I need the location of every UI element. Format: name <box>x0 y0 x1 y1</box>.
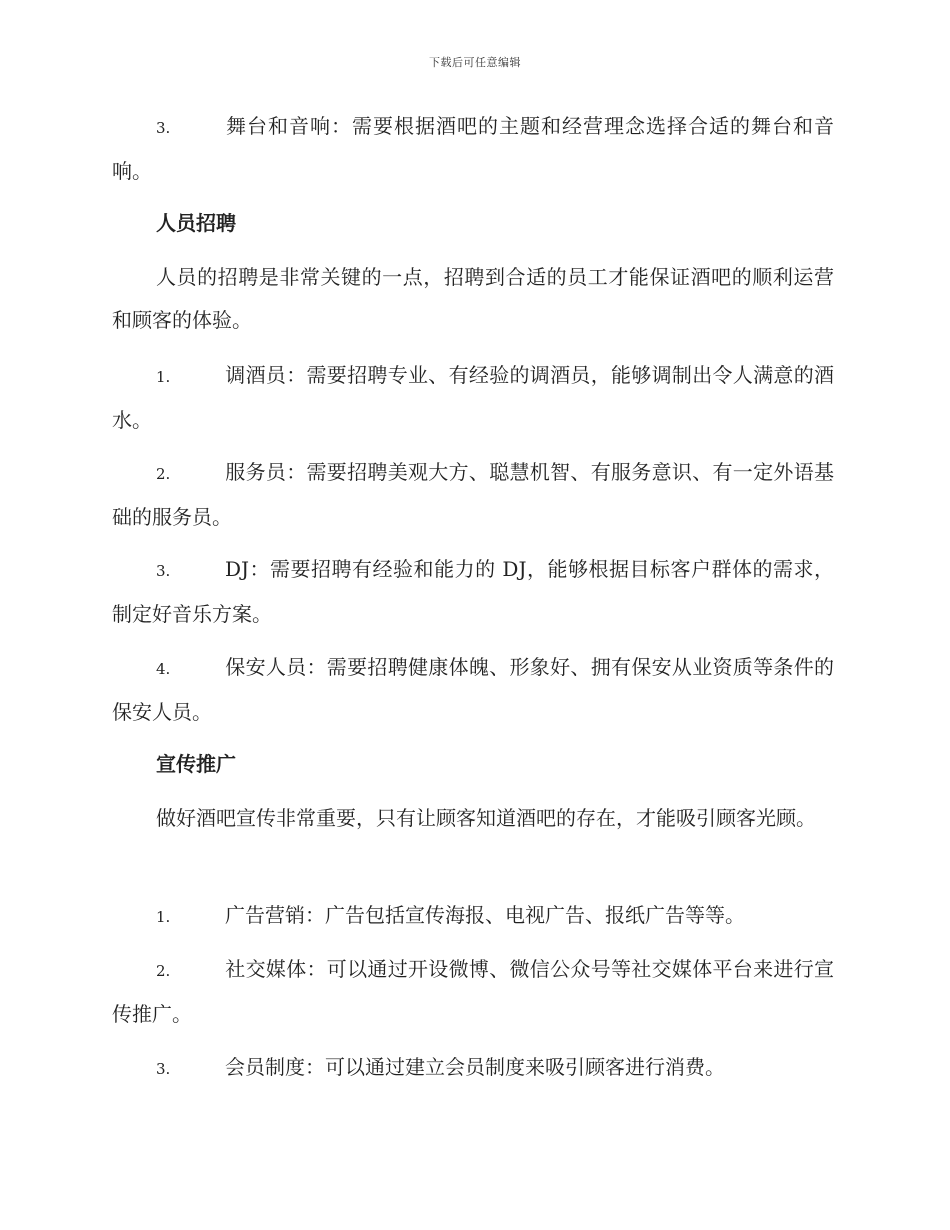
paragraph-recruitment-intro: 人员的招聘是非常关键的一点，招聘到合适的员工才能保证酒吧的顺利运营和顾客的体验。 <box>112 265 834 332</box>
list-item-dj <box>112 548 834 636</box>
list-number: 3. <box>156 119 171 137</box>
list-number: 2. <box>156 465 171 483</box>
list-item-security <box>112 646 834 734</box>
list-number: 3. <box>156 1060 171 1078</box>
section-heading-promotion: 宣传推广 <box>156 752 236 776</box>
section-heading-recruitment: 人员招聘 <box>156 211 236 235</box>
page-header: 下载后可任意编辑 <box>429 56 521 69</box>
list-item-membership <box>112 1046 834 1091</box>
list-number: 4. <box>156 660 171 678</box>
list-number: 1. <box>156 908 171 926</box>
list-item-bartender <box>112 354 834 442</box>
list-item-text: 保安人员：需要招聘健康体魄、形象好、拥有保安从业资质等条件的保安人员。 <box>112 655 834 724</box>
list-item-advertising <box>112 894 834 939</box>
list-item-text: 广告营销：广告包括宣传海报、电视广告、报纸广告等等。 <box>225 903 745 927</box>
paragraph-promotion-intro: 做好酒吧宣传非常重要，只有让顾客知道酒吧的存在，才能吸引顾客光顾。 <box>156 806 816 830</box>
list-item-text: 社交媒体：可以通过开设微博、微信公众号等社交媒体平台来进行宣传推广。 <box>112 957 834 1026</box>
list-number: 2. <box>156 962 171 980</box>
list-item-waiter <box>112 451 834 539</box>
list-item-social-media <box>112 948 834 1036</box>
list-number: 3. <box>156 562 171 580</box>
list-number: 1. <box>156 368 171 386</box>
list-item-stage-audio <box>112 105 834 193</box>
list-item-text: DJ：需要招聘有经验和能力的 DJ，能够根据目标客户群体的需求，制定好音乐方案。 <box>112 557 834 626</box>
list-item-text: 调酒员：需要招聘专业、有经验的调酒员，能够调制出令人满意的酒水。 <box>112 363 834 432</box>
list-item-text: 服务员：需要招聘美观大方、聪慧机智、有服务意识、有一定外语基础的服务员。 <box>112 460 834 529</box>
list-item-text: 舞台和音响：需要根据酒吧的主题和经营理念选择合适的舞台和音响。 <box>112 114 834 183</box>
list-item-text: 会员制度：可以通过建立会员制度来吸引顾客进行消费。 <box>225 1055 725 1079</box>
